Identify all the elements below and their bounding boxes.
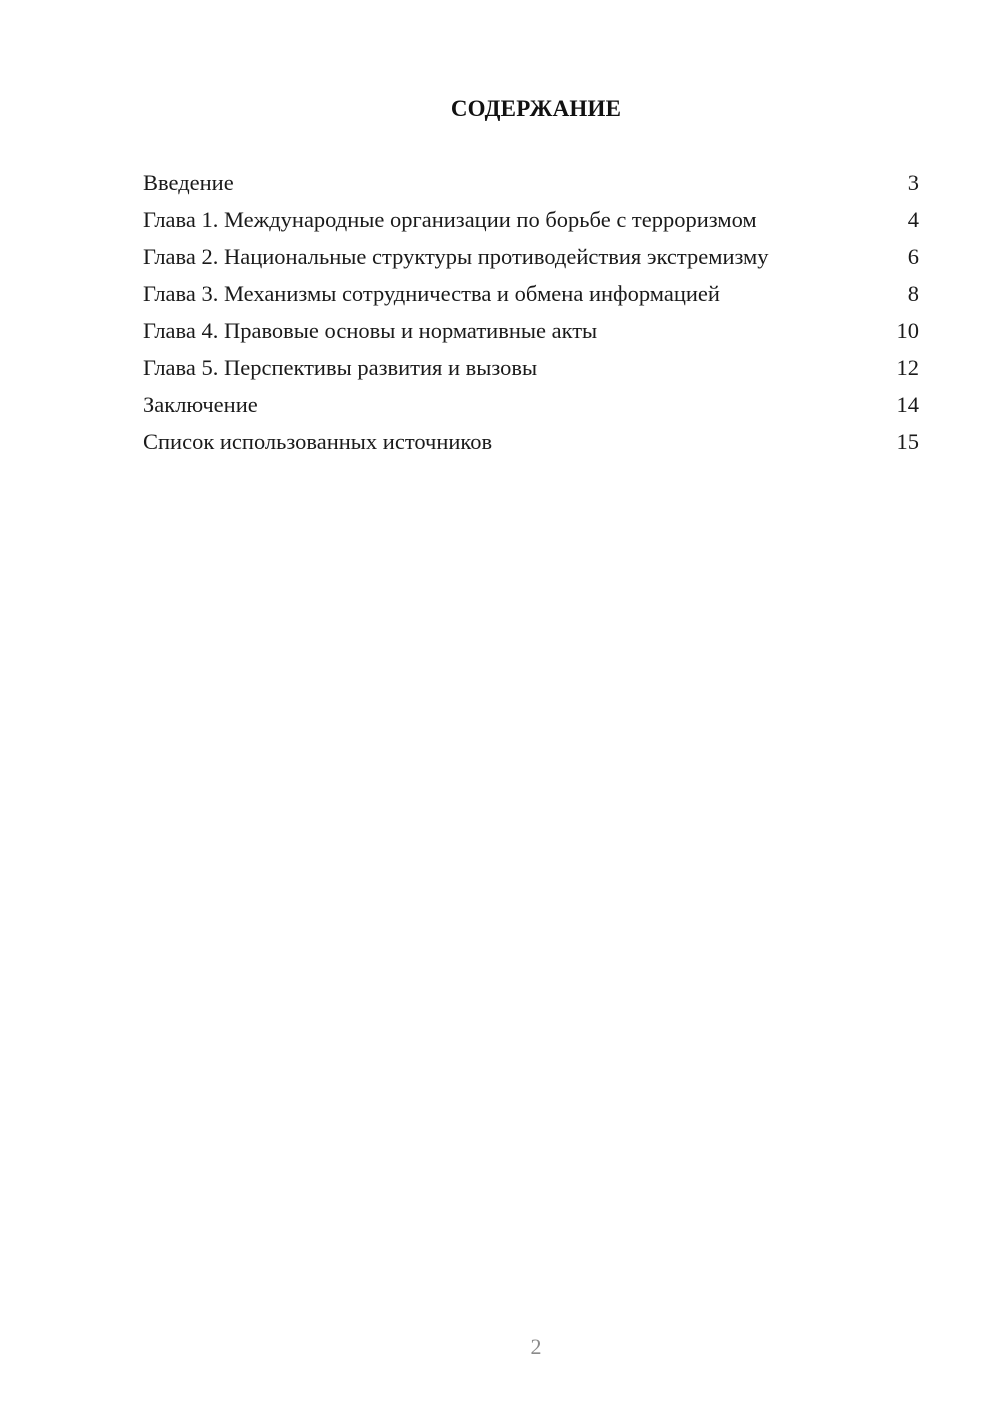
toc-entry-chapter-3[interactable]: [143, 280, 919, 307]
toc-entry-title: Введение: [143, 170, 234, 195]
page-title: СОДЕРЖАНИЕ: [450, 96, 622, 121]
toc-entry-title: Глава 1. Международные организации по борьбе с терроризмом: [143, 207, 757, 232]
table-of-contents: [143, 169, 919, 465]
page-number: 2: [530, 1334, 542, 1359]
toc-entry-page: 10: [896, 318, 919, 343]
toc-entry-introduction[interactable]: [143, 169, 919, 196]
toc-entry-page: 3: [907, 170, 919, 195]
toc-entry-page: 12: [896, 355, 919, 380]
toc-entry-page: 8: [907, 281, 919, 306]
toc-entry-page: 15: [896, 429, 919, 454]
toc-entry-page: 4: [907, 207, 919, 232]
toc-entry-title: Глава 3. Механизмы сотрудничества и обмена информацией: [143, 281, 720, 306]
toc-entry-chapter-5[interactable]: [143, 354, 919, 381]
toc-entry-page: 6: [907, 244, 919, 269]
toc-entry-title: Глава 2. Национальные структуры противодействия экстремизму: [143, 244, 769, 269]
toc-entry-chapter-1[interactable]: [143, 206, 919, 233]
toc-entry-title: Глава 5. Перспективы развития и вызовы: [143, 355, 538, 380]
toc-entry-page: 14: [896, 392, 919, 417]
toc-entry-title: Глава 4. Правовые основы и нормативные акты: [143, 318, 598, 343]
toc-entry-conclusion[interactable]: [143, 391, 919, 418]
toc-entry-references[interactable]: [143, 428, 919, 455]
toc-entry-title: Список использованных источников: [143, 429, 493, 454]
toc-entry-chapter-4[interactable]: [143, 317, 919, 344]
toc-entry-chapter-2[interactable]: [143, 243, 919, 270]
toc-entry-title: Заключение: [143, 392, 258, 417]
